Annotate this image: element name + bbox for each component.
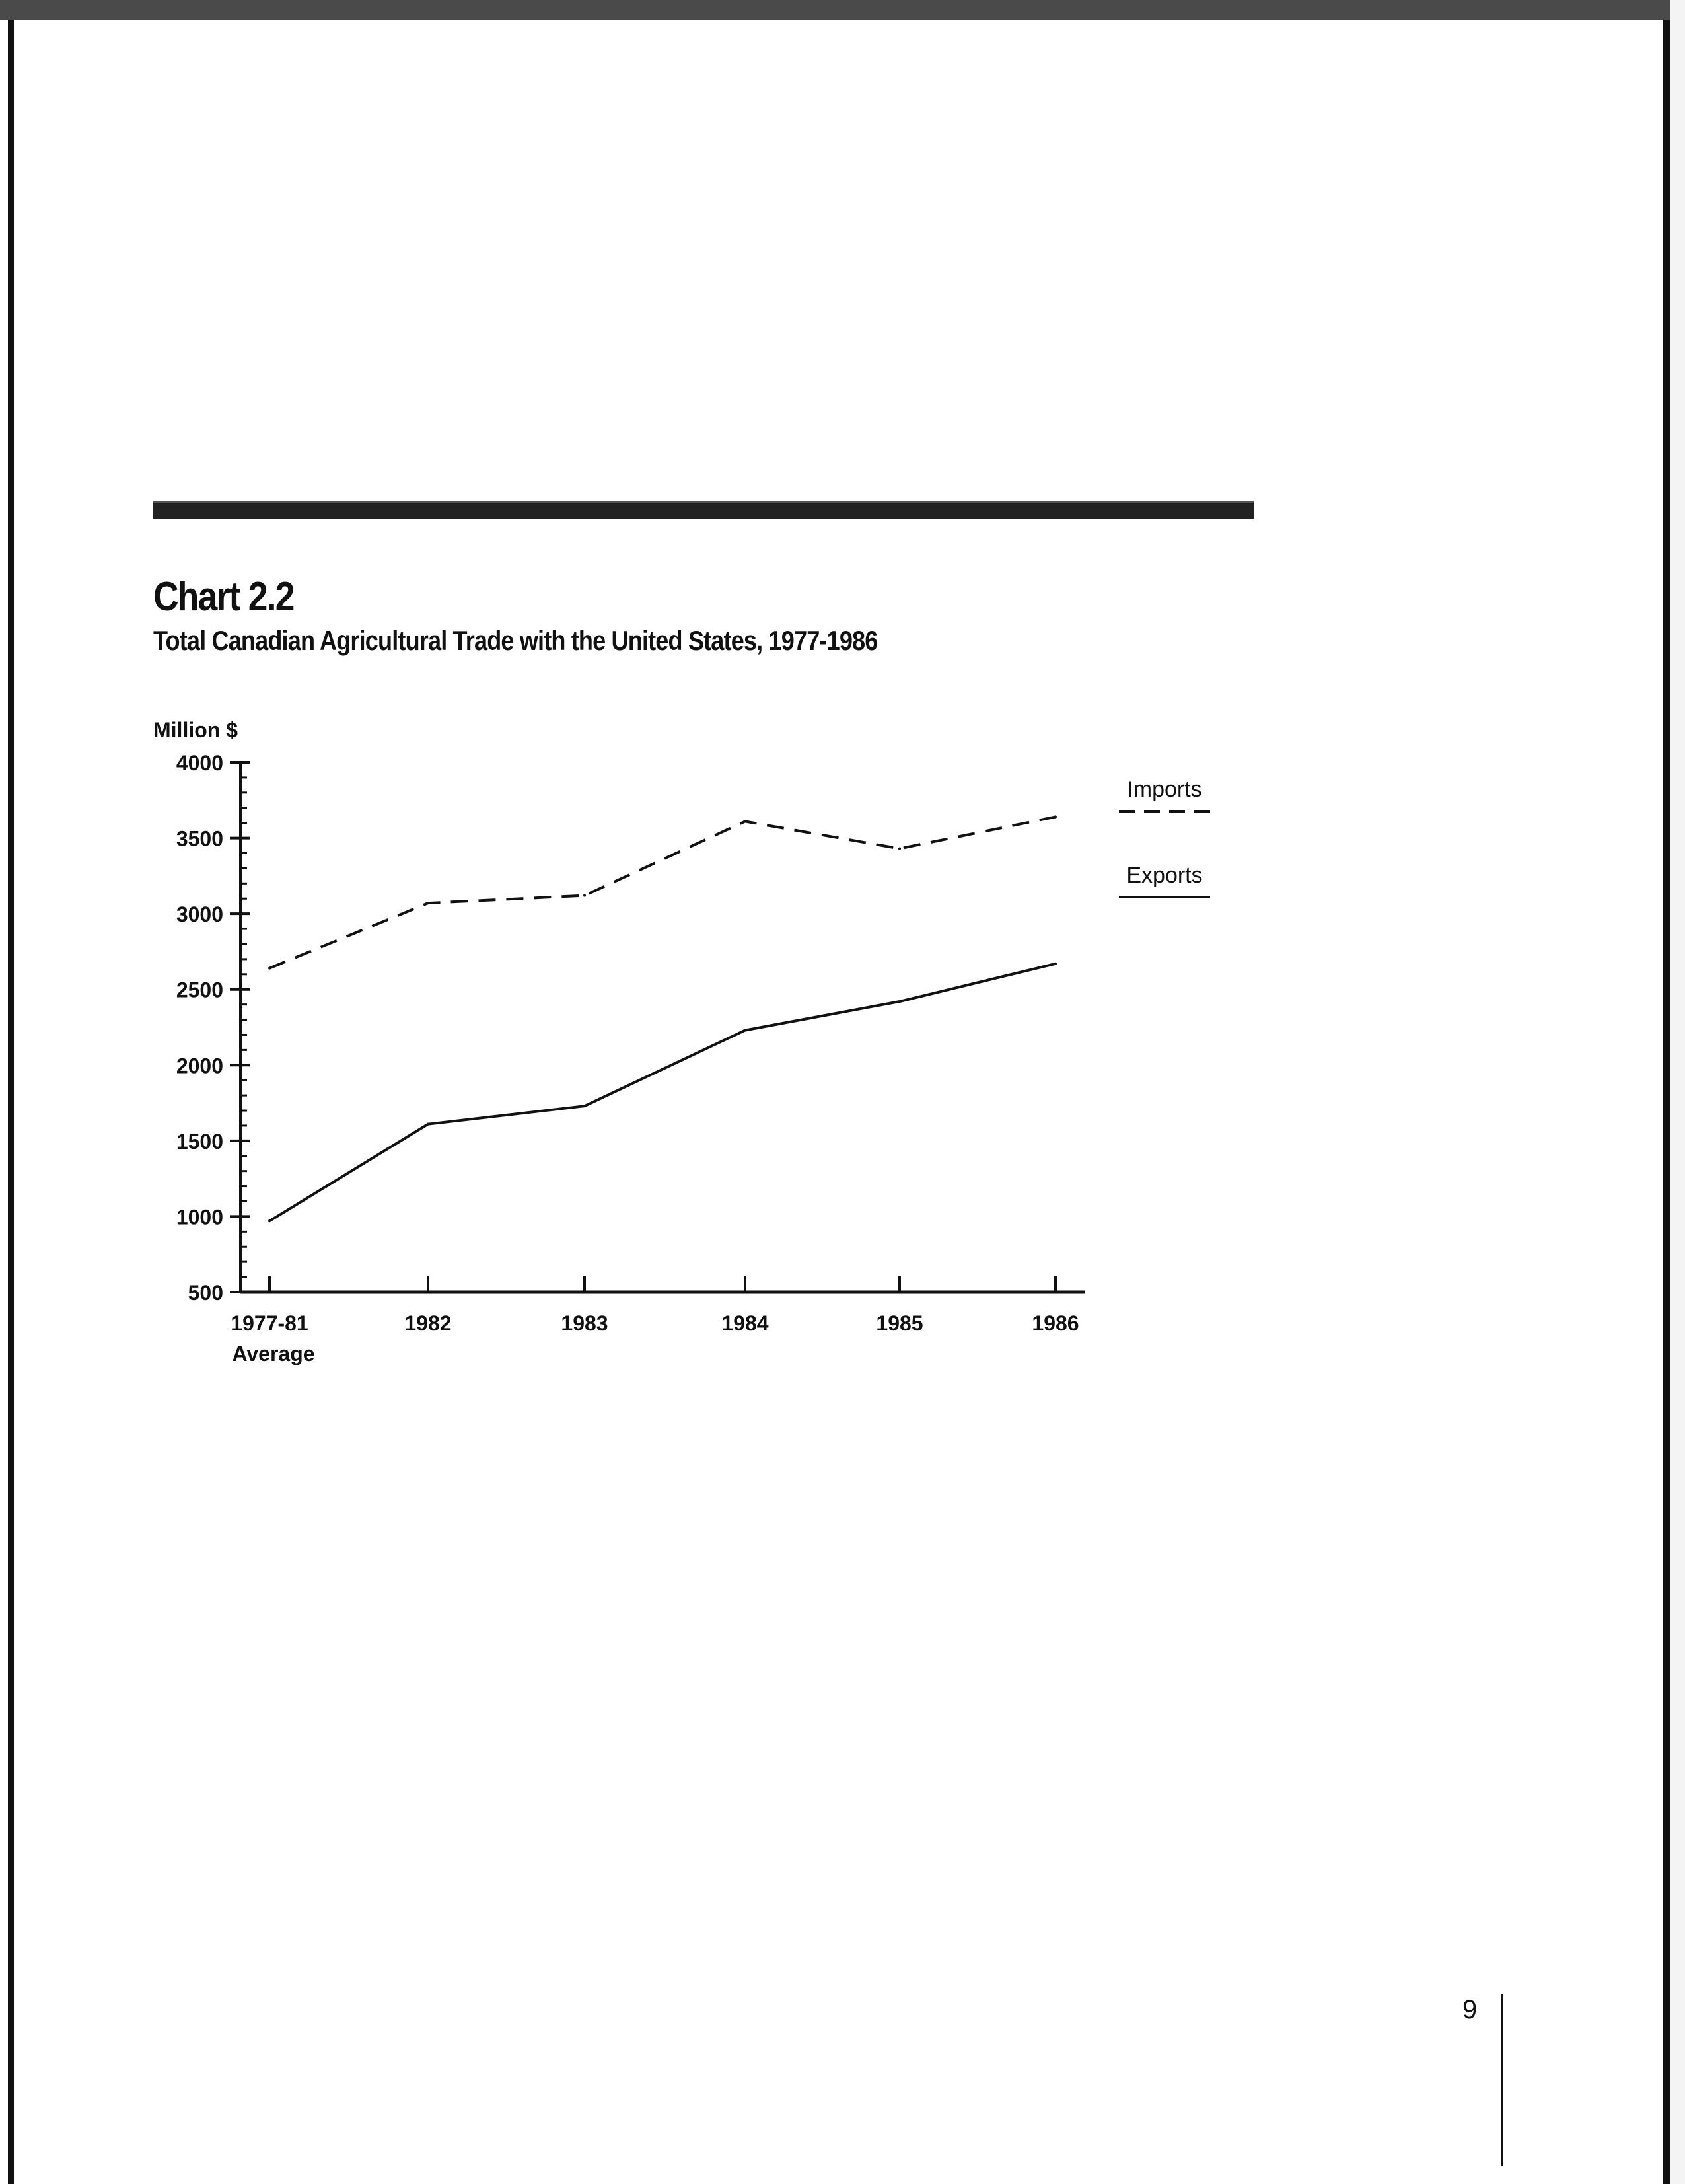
chart-title: Total Canadian Agricultural Trade with the United States, 1977-1986: [153, 625, 878, 656]
data-point-imports: [898, 848, 901, 850]
x-tick-label: 1985: [876, 1311, 923, 1335]
x-tick-sublabel: Average: [232, 1342, 315, 1365]
x-tick-label: 1982: [404, 1311, 452, 1335]
x-tick-label: 1977-81: [231, 1311, 308, 1335]
y-tick-label: 1500: [176, 1129, 223, 1153]
series-line-imports: [269, 817, 1056, 968]
legend-label-exports: Exports: [1126, 863, 1203, 888]
data-point-exports: [583, 1105, 586, 1107]
page-number: 9: [1462, 1995, 1478, 2024]
y-tick-label: 4000: [176, 751, 223, 775]
page-number-rule: [1501, 1994, 1503, 2166]
data-point-exports: [268, 1219, 271, 1222]
x-tick-label: 1986: [1032, 1311, 1079, 1335]
data-point-imports: [427, 902, 429, 904]
data-point-imports: [268, 967, 271, 970]
data-point-imports: [583, 894, 586, 897]
data-point-exports: [898, 1000, 901, 1003]
series-line-exports: [269, 964, 1056, 1221]
y-tick-label: 2500: [176, 978, 223, 1002]
data-point-imports: [1054, 815, 1057, 818]
data-point-imports: [744, 820, 746, 822]
data-point-exports: [744, 1029, 746, 1032]
x-tick-label: 1984: [721, 1311, 769, 1335]
chart-label: Chart 2.2: [153, 574, 294, 620]
y-tick-label: 3000: [176, 902, 223, 927]
x-tick-label: 1983: [561, 1311, 608, 1335]
y-tick-label: 500: [188, 1281, 223, 1305]
y-tick-label: 2000: [176, 1054, 223, 1078]
legend-label-imports: Imports: [1127, 777, 1202, 802]
y-tick-label: 1000: [176, 1205, 223, 1229]
data-point-exports: [1054, 963, 1057, 965]
data-point-exports: [427, 1123, 429, 1126]
y-axis-label: Million $: [153, 718, 238, 742]
y-tick-label: 3500: [176, 826, 223, 851]
